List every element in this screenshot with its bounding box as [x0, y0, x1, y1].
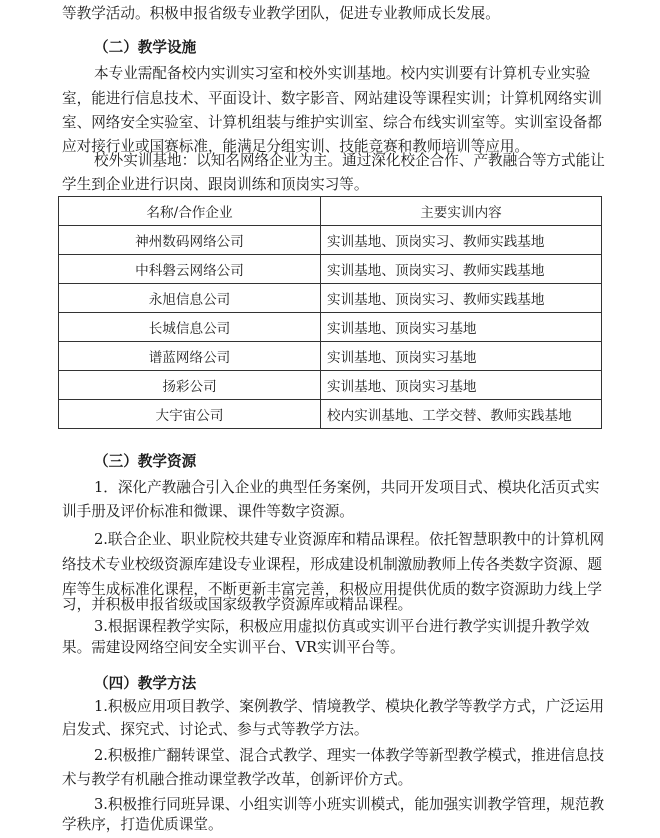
paragraph-line: 启发式、探究式、讨论式、参与式等教学方法。	[62, 721, 369, 738]
table-cell: 谱蓝网络公司	[59, 342, 321, 371]
paragraph-line: 2.积极推广翻转课堂、混合式教学、理实一体教学等新型教学模式，推进信息技	[94, 747, 605, 764]
table-row	[59, 226, 602, 255]
table-cell: 实训基地、顶岗实习基地	[321, 342, 602, 371]
table-cell: 神州数码网络公司	[59, 226, 321, 255]
paragraph-line: 等教学活动。积极申报省级专业教学团队，促进专业教师成长发展。	[62, 5, 500, 22]
paragraph-line: 1.积极应用项目教学、案例教学、情境教学、模块化教学等教学方式，广泛运用	[94, 698, 605, 715]
paragraph-line: 训手册及评价标准和微课、课件等数字资源。	[62, 503, 354, 520]
table-cell: 中科磐云网络公司	[59, 255, 321, 284]
table-cell: 实训基地、顶岗实习、教师实践基地	[321, 226, 602, 255]
table-cell: 实训基地、顶岗实习、教师实践基地	[321, 284, 602, 313]
paragraph-line: 习，并积极申报省级或国家级教学资源库或精品课程。	[62, 596, 413, 613]
section-heading-facilities: （二）教学设施	[94, 39, 197, 56]
paragraph-line: 3.根据课程教学实际，积极应用虚拟仿真或实训平台进行教学实训提升教学效	[94, 618, 590, 635]
paragraph-line: 术与教学有机融合推动课堂教学改革，创新评价方式。	[62, 771, 413, 788]
section-heading-resources: （三）教学资源	[94, 453, 197, 470]
paragraph-line: 络技术专业校级资源库建设专业课程，形成建设机制激励教师上传各类数字资源、题	[62, 556, 602, 573]
paragraph-line: 室、网络安全实验室、计算机组装与维护实训室、综合布线实训室等。实训室设备都	[62, 114, 602, 131]
table-row	[59, 400, 602, 429]
table-row	[59, 255, 602, 284]
table-cell: 扬彩公司	[59, 371, 321, 400]
table-cell: 实训基地、顶岗实习、教师实践基地	[321, 255, 602, 284]
table-cell: 长城信息公司	[59, 313, 321, 342]
paragraph-line: 2.联合企业、职业院校共建专业资源库和精品课程。依托智慧职教中的计算机网	[94, 531, 605, 548]
table-row	[59, 371, 602, 400]
paragraph-line: 学秩序，打造优质课堂。	[62, 816, 223, 833]
section-heading-methods: （四）教学方法	[94, 675, 197, 692]
paragraph-line: 库等生成标准化课程，不断更新丰富完善，积极应用提供优质的数字资源助力线上学	[62, 581, 602, 598]
paragraph-line: 果。需建设网络空间安全实训平台、VR实训平台等。	[62, 639, 405, 656]
paragraph-line: 校外实训基地：以知名网络企业为主。通过深化校企合作、产教融合等方式能让	[94, 152, 605, 169]
table-cell: 永旭信息公司	[59, 284, 321, 313]
paragraph-line: 应对接行业或国赛标准，能满足分组实训、技能竞赛和教师培训等应用。	[62, 138, 530, 155]
table-cell: 校内实训基地、工学交替、教师实践基地	[321, 400, 602, 429]
paragraph-line: 本专业需配备校内实训实习室和校外实训基地。校内实训要有计算机专业实验	[94, 65, 591, 82]
table-row	[59, 313, 602, 342]
paragraph-line: 室，能进行信息技术、平面设计、数字影音、网站建设等课程实训；计算机网络实训	[62, 90, 602, 107]
table-header-cell: 主要实训内容	[321, 197, 602, 226]
table-cell: 实训基地、顶岗实习基地	[321, 371, 602, 400]
table-cell: 大宇宙公司	[59, 400, 321, 429]
table-row	[59, 284, 602, 313]
table-header-cell: 名称/合作企业	[59, 197, 321, 226]
paragraph-line: 学生到企业进行识岗、跟岗训练和顶岗实习等。	[62, 176, 369, 193]
table-cell: 实训基地、顶岗实习基地	[321, 313, 602, 342]
table-row	[59, 342, 602, 371]
partner-company-table	[58, 196, 602, 429]
paragraph-line: 1．深化产教融合引入企业的典型任务案例，共同开发项目式、模块化活页式实	[94, 479, 600, 496]
table-header-row	[59, 197, 602, 226]
paragraph-line: 3.积极推行同班异课、小组实训等小班实训模式，能加强实训教学管理，规范教	[94, 796, 605, 813]
